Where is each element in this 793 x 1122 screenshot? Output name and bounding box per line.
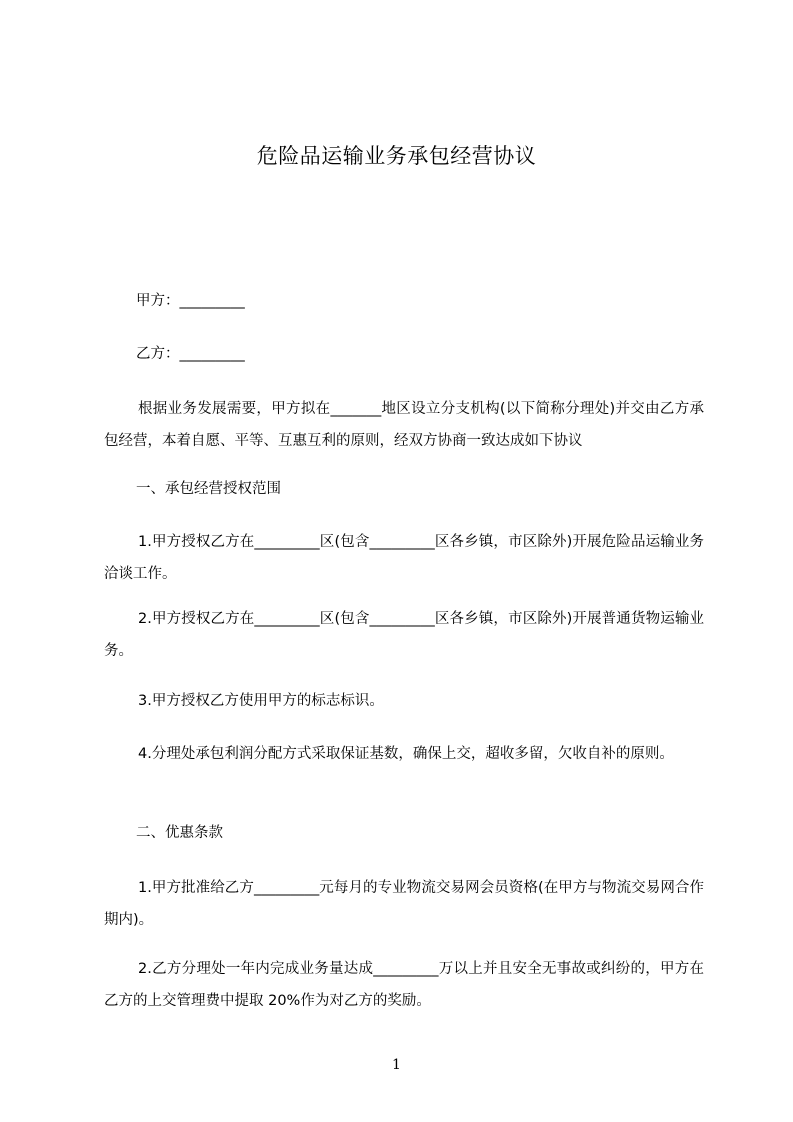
section-1-item-2: 2.甲方授权乙方在_________区(包含_________区各乡镇，市区除外)开展普通货物运输业务。 <box>104 611 704 659</box>
party-b-line: 乙方：_________ <box>136 346 245 362</box>
section-2-heading: 二、优惠条款 <box>136 825 223 841</box>
section-1-item-1: 1.甲方授权乙方在_________区(包含_________区各乡镇，市区除外)开展危险品运输业务洽谈工作。 <box>104 534 704 582</box>
section-2-item-1: 1.甲方批准给乙方_________元每月的专业物流交易网会员资格(在甲方与物流交易网合作期内)。 <box>104 880 704 928</box>
page-number: 1 <box>392 1057 401 1073</box>
document-title: 危险品运输业务承包经营协议 <box>256 144 537 168</box>
section-1-item-4: 4.分理处承包利润分配方式采取保证基数，确保上交，超收多留，欠收自补的原则。 <box>138 746 674 762</box>
section-1-item-3: 3.甲方授权乙方使用甲方的标志标识。 <box>138 693 384 709</box>
party-a-line: 甲方：_________ <box>136 293 245 309</box>
intro-paragraph: 根据业务发展需要，甲方拟在_______地区设立分支机构(以下简称分理处)并交由乙方承包经营，本着自愿、平等、互惠互利的原则，经双方协商一致达成如下协议 <box>104 401 704 449</box>
section-2-item-2: 2.乙方分理处一年内完成业务量达成_________万以上并且安全无事故或纠纷的，甲方在乙方的上交管理费中提取 20%作为对乙方的奖励。 <box>104 961 704 1009</box>
section-1-heading: 一、承包经营授权范围 <box>136 481 281 497</box>
